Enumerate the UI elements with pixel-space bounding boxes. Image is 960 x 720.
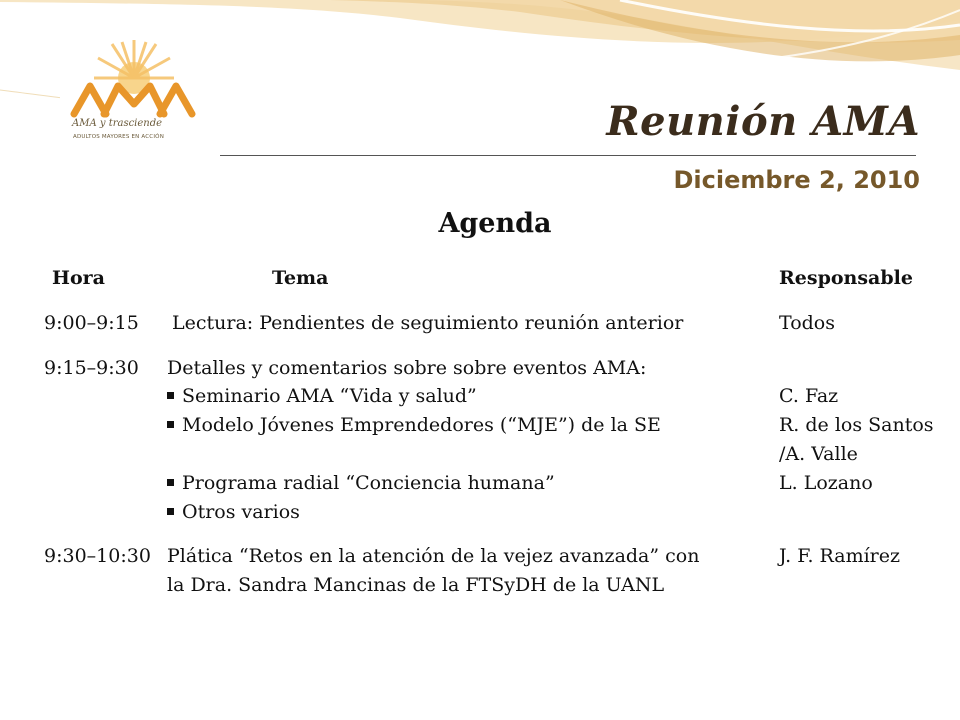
row-3-tema-cont: la Dra. Sandra Mancinas de la FTSyDH de la UANL xyxy=(167,574,665,596)
bullet-responsable: C. Faz xyxy=(779,385,839,407)
row-1-responsable: Todos xyxy=(779,312,835,334)
row-2-hora: 9:15–9:30 xyxy=(44,357,139,379)
column-header-hora: Hora xyxy=(52,267,105,289)
logo-tagline: AMA y trasciende xyxy=(72,118,163,129)
bullet-icon xyxy=(167,421,174,428)
agenda-heading: Agenda xyxy=(438,208,552,239)
list-item xyxy=(167,411,661,440)
bullet-icon xyxy=(167,508,174,515)
sun-mountains-icon xyxy=(60,38,196,118)
row-1-tema: Lectura: Pendientes de seguimiento reunión anterior xyxy=(172,312,684,334)
list-item xyxy=(167,469,555,498)
bullet-text: Seminario AMA “Vida y salud” xyxy=(182,385,477,407)
bullet-responsable-cont: /A. Valle xyxy=(779,443,858,465)
row-3-tema: Plática “Retos en la atención de la vejez avanzada” con xyxy=(167,545,700,567)
bullet-icon xyxy=(167,479,174,486)
bullet-responsable: L. Lozano xyxy=(779,472,873,494)
list-item xyxy=(167,382,477,411)
row-3-responsable: J. F. Ramírez xyxy=(779,545,901,567)
ama-logo xyxy=(60,38,196,156)
bullet-text: Otros varios xyxy=(182,501,300,523)
column-header-responsable: Responsable xyxy=(779,267,913,289)
meeting-date: Diciembre 2, 2010 xyxy=(673,166,920,194)
bullet-icon xyxy=(167,392,174,399)
bullet-responsable: R. de los Santos xyxy=(779,414,934,436)
page-title: Reunión AMA xyxy=(606,98,920,145)
list-item xyxy=(167,498,300,527)
logo-subline: ADULTOS MAYORES EN ACCIÓN xyxy=(73,134,165,140)
row-3-hora: 9:30–10:30 xyxy=(44,545,151,567)
title-divider xyxy=(220,155,916,156)
bullet-text: Modelo Jóvenes Emprendedores (“MJE”) de la SE xyxy=(182,414,661,436)
bullet-text: Programa radial “Conciencia humana” xyxy=(182,472,555,494)
row-2-tema: Detalles y comentarios sobre sobre eventos AMA: xyxy=(167,357,647,379)
column-header-tema: Tema xyxy=(272,267,329,289)
row-1-hora: 9:00–9:15 xyxy=(44,312,139,334)
